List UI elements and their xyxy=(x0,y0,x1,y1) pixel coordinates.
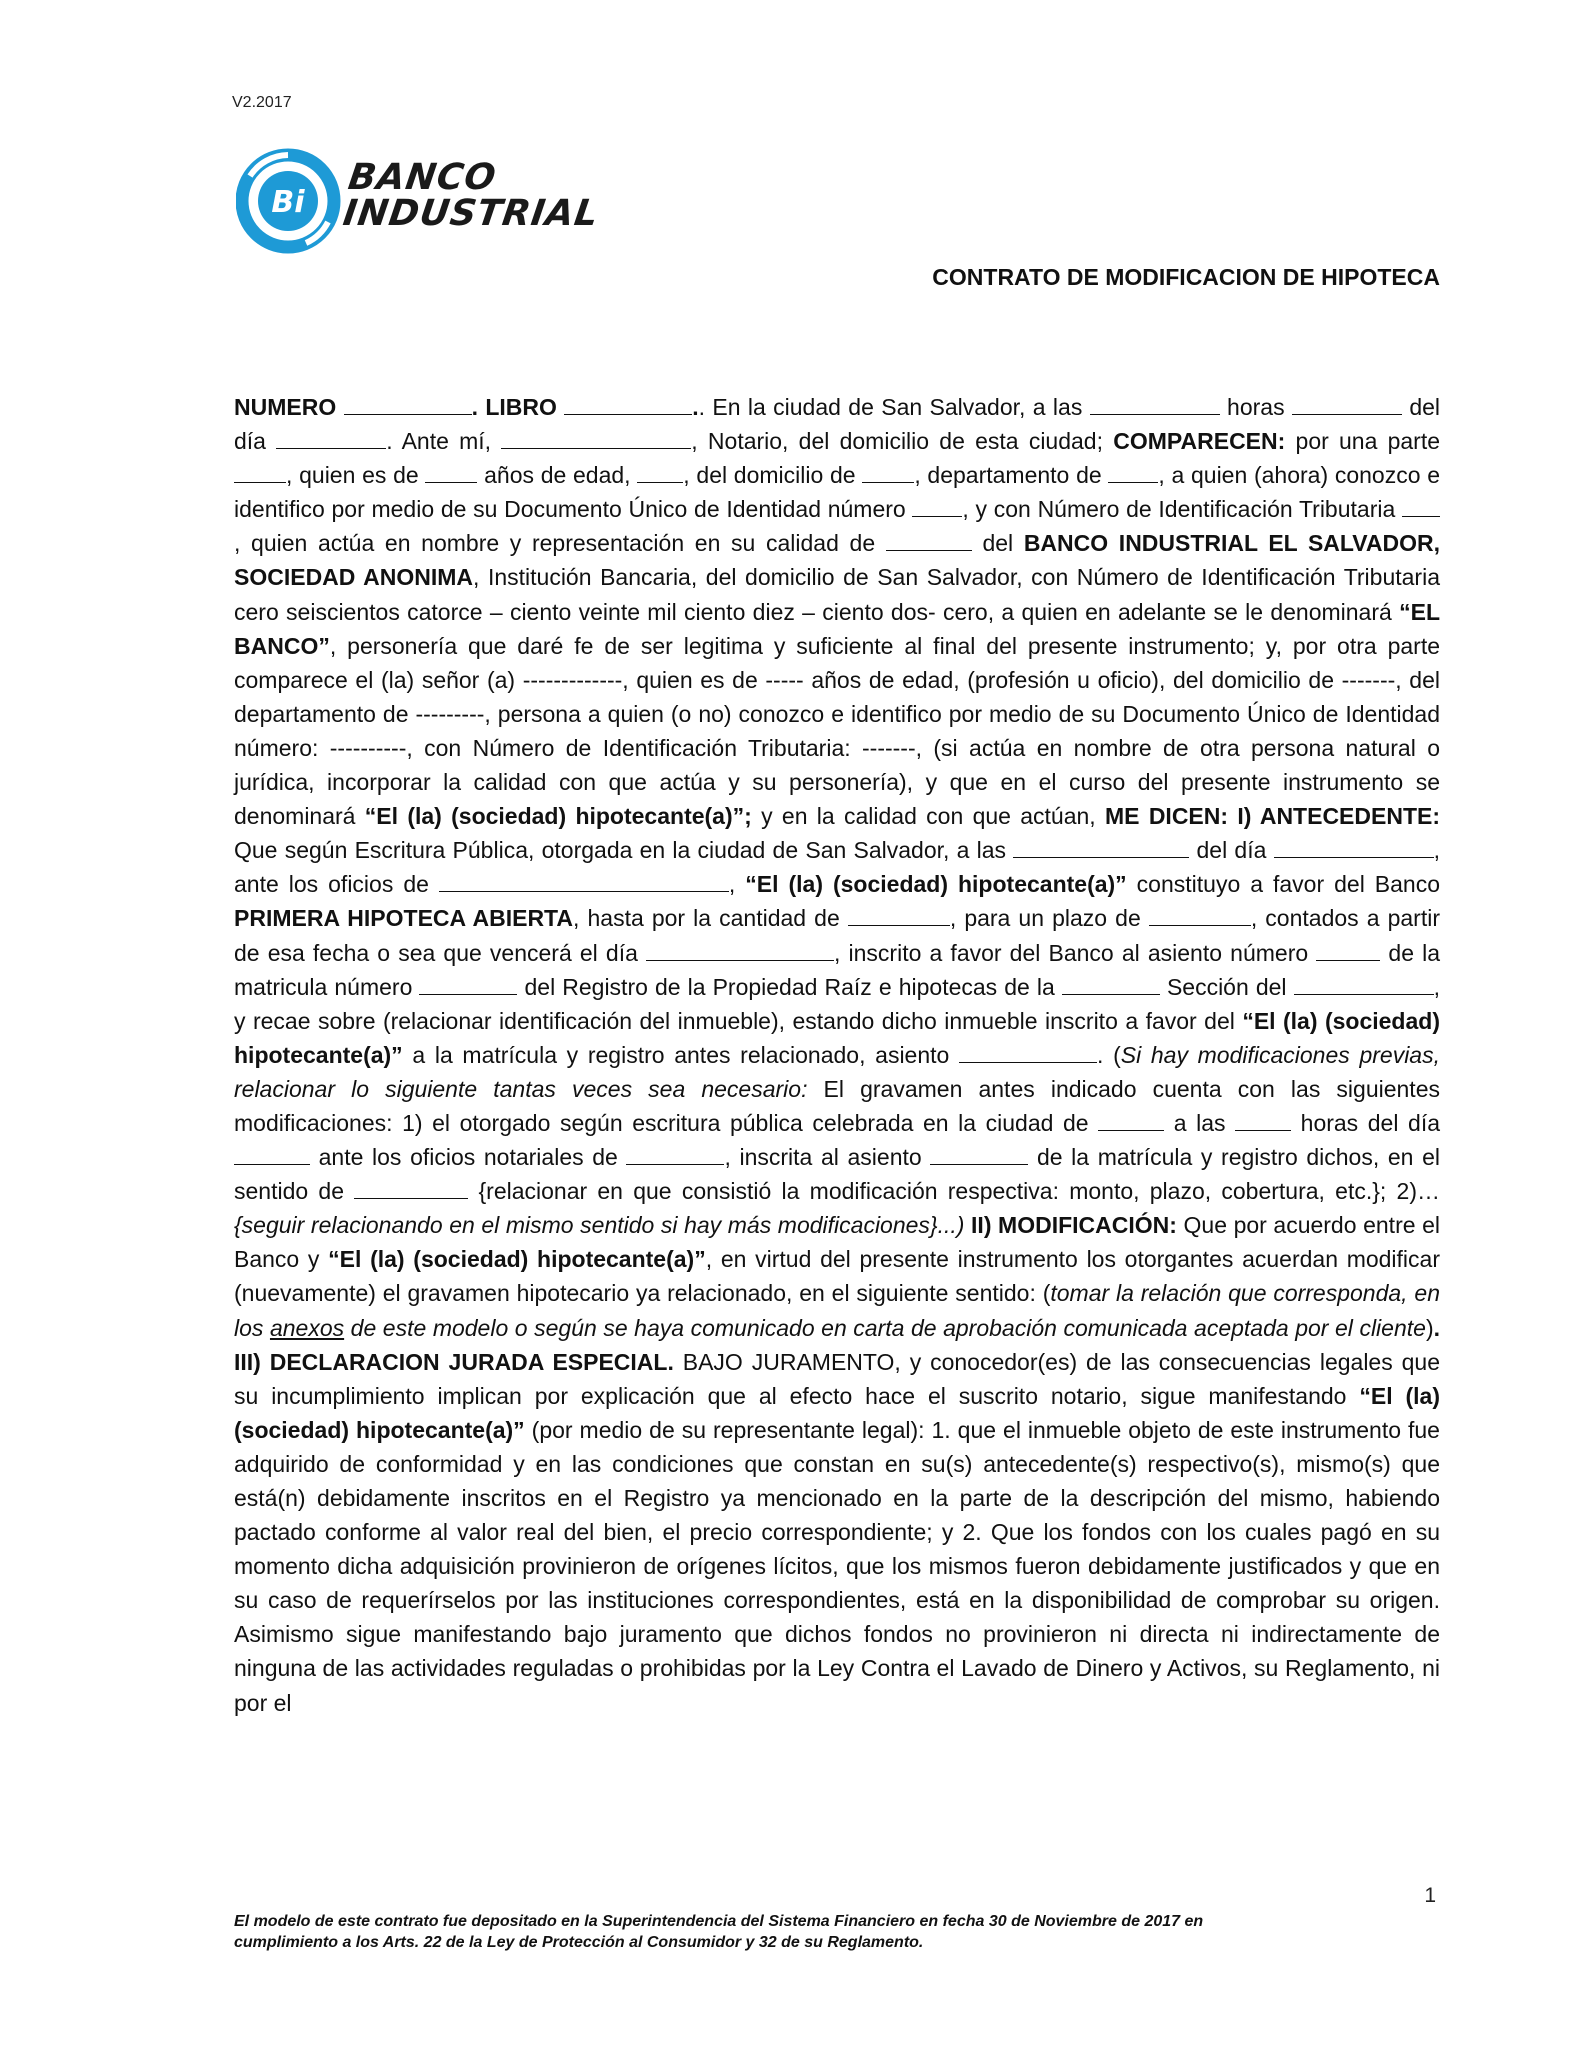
fill-blank[interactable] xyxy=(1013,839,1189,858)
text-segment: BAJO JURAMENTO, y conocedor(es) de las consecuencias legales que su incumplimiento implican por explicación que al efecto hace el suscrito notario, sigue manifestando xyxy=(234,1348,1440,1409)
text-segment: {seguir relacionando en el mismo sentido si hay más modificaciones}...) xyxy=(234,1212,965,1239)
fill-blank[interactable] xyxy=(234,1146,310,1165)
text-segment: , Notario, del domicilio de esta ciudad; xyxy=(691,428,1114,455)
text-segment: horas xyxy=(1227,394,1285,420)
fill-blank[interactable] xyxy=(354,1180,468,1199)
fill-blank[interactable] xyxy=(425,464,477,483)
text-segment: Si hay modificaciones previas, relacionar lo siguiente tantas veces sea necesario: xyxy=(234,1041,1440,1102)
fill-blank[interactable] xyxy=(1274,839,1434,858)
text-segment: ) xyxy=(1425,1314,1434,1341)
footer-line-1: El modelo de este contrato fue depositado en la Superintendencia del Sistema Financiero en fecha 30 de Noviembre de 2017 en xyxy=(234,1913,1204,1930)
fill-blank[interactable] xyxy=(959,1044,1097,1063)
contract-paragraph: NUMERO . LIBRO .. En la ciudad de San Salvador, a las horas del día . Ante mí, , Notario, del domicilio de esta ciudad; COMPARECEN: por una parte , quien es de años de edad, , del domicilio de , departamento de , a quien (ahora) conozco e identifico por medio de su Documento Único de Identidad número , y con Número de Identificación Tributaria , quien actúa en nombre y representación en su calidad de del BANCO INDUSTRIAL EL SALVADOR, SOCIEDAD ANONIMA, Institución Bancaria, del domicilio de San Salvador, con Número de Identificación Tributaria cero seiscientos catorce – ciento veinte mil ciento diez – ciento dos- cero, a quien en adelante se le denominará “EL BANCO”, personería que daré fe de ser legitima y suficiente al final del presente instrumento; y, por otra parte comparece el (la) señor (a) -------------, quien es de ----- años de edad, (profesión u oficio), del domicilio de -------, del departamento de ---------, persona a quien (o no) conozco e identifico por medio de su Documento Único de Identidad número: ----------, con Número de Identificación Tributaria: -------, (si actúa en nombre de otra persona natural o jurídica, incorporar la calidad con que actúa y su personería), y que en el curso del presente instrumento se denominará “El (la) (sociedad) hipotecante(a)”; y en la calidad con que actúan, ME DICEN: I) ANTECEDENTE: Que según Escritura Pública, otorgada en la ciudad de San Salvador, a las del día , ante los oficios de , “El (la) (sociedad) hipotecante(a)” constituyo a favor del Banco PRIMERA HIPOTECA ABIERTA, hasta por la cantidad de , para un plazo de , contados a partir de esa fecha o sea que vencerá el día , inscrito a favor del Banco al asiento número de la matricula número del Registro de la Propiedad Raíz e hipotecas de la Sección del , y recae sobre (relacionar identificación del inmueble), estando dicho inmueble inscrito a favor del “El (la) (sociedad) hipotecante(a)” a la matrícula y registro antes relacionado, asiento . (Si hay modificaciones previas, relacionar lo siguiente tantas veces sea necesario: El gravamen antes indicado cuenta con las siguientes modificaciones: 1) el otorgado según escritura pública celebrada en la ciudad de a las horas del día ante los oficios notariales de , inscrita al asiento de la matrícula y registro dichos, en el sentido de {relacionar en que consistió la modificación respectiva: monto, plazo, cobertura, etc.}; 2)…{seguir relacionando en el mismo sentido si hay más modificaciones}...) II) MODIFICACIÓN: Que por acuerdo entre el Banco y “El (la) (sociedad) hipotecante(a)”, en virtud del presente instrumento los otorgantes acuerdan modificar (nuevamente) el gravamen hipotecario ya relacionado, en el siguiente sentido: (tomar la relación que corresponda, en los anexos de este modelo o según se haya comunicado en carta de aprobación comunicada aceptada por el cliente). III) DECLARACION JURADA ESPECIAL. BAJO JURAMENTO, y conocedor(es) de las consecuencias legales que su incumplimiento implican por explicación que al efecto hace el suscrito notario, sigue manifestando “El (la) (sociedad) hipotecante(a)” (por medio de su representante legal): 1. que el inmueble objeto de este instrumento fue adquirido de conformidad y en las condiciones que constan en su(s) antecedente(s) respectivo(s), mismo(s) que está(n) debidamente inscritos en el Registro ya mencionado en la parte de la descripción del mismo, habiendo pactado conforme al valor real del bien, el precio correspondiente; y 2. Que los fondos con los cuales pagó en su momento dicha adquisición provinieron de orígenes lícitos, que los mismos fueron debidamente justificados y que en su caso de requerírselos por las instituciones correspondientes, está en la disponibilidad de comprobar su origen. Asimismo sigue manifestando bajo juramento que dichos fondos no provinieron ni directa ni indirectamente de ninguna de las actividades reguladas o prohibidas por la Ley Contra el Lavado de Dinero y Activos, su Reglamento, ni por el xyxy=(234,394,1441,1716)
fill-blank[interactable] xyxy=(1149,907,1251,926)
bank-logo xyxy=(236,146,602,258)
text-segment: , contados a partir de esa fecha o sea que vencerá el día xyxy=(234,905,1440,966)
fill-blank[interactable] xyxy=(439,873,729,892)
text-segment: por una parte xyxy=(1285,428,1441,455)
text-segment: , del domicilio de xyxy=(683,462,863,489)
fill-blank[interactable] xyxy=(1090,396,1220,415)
text-segment: del día xyxy=(1189,837,1274,864)
text-segment: tomar la relación que corresponda, en los xyxy=(234,1280,1440,1341)
document-title: CONTRATO DE MODIFICACION DE HIPOTECA xyxy=(932,264,1440,290)
text-segment: ME DICEN: I) ANTECEDENTE: xyxy=(1105,803,1441,830)
text-segment: El gravamen antes indicado cuenta con las siguientes modificaciones: 1) el otorgado según escritura pública celebrada en la ciudad de xyxy=(234,1075,1440,1136)
text-segment: “El (la) (sociedad) hipotecante(a)”; xyxy=(364,803,752,830)
logo-line-1: BANCO xyxy=(345,157,499,198)
text-segment: , a quien (ahora) conozco e identifico por medio de su Documento Único de Identidad número xyxy=(234,462,1441,523)
text-segment: “El (la) (sociedad) hipotecante(a)” xyxy=(234,1007,1440,1068)
fill-blank[interactable] xyxy=(646,942,834,961)
page-number: 1 xyxy=(1424,1884,1436,1907)
text-segment: Que por acuerdo entre el Banco y xyxy=(234,1212,1441,1273)
text-segment: Sección del xyxy=(1159,973,1294,1000)
text-segment: , personería que daré fe de ser legitima y suficiente al final del presente instrumento; y, por otra parte comparece el (la) señor (a) -------------, quien es de ----- años de edad, (profesión u oficio), del domicilio de -------, del departamento de ---------, persona a quien (o no) conozco e identifico por medio de su Documento Único de Identidad número: ----------, con Número de Identificación Tributaria: -------, (si actúa en nombre de otra persona natural o jurídica, incorporar la calidad con que actúa y su personería), y que en el curso del presente instrumento se denominará xyxy=(234,632,1440,830)
fill-blank[interactable] xyxy=(1235,1112,1291,1131)
fill-blank[interactable] xyxy=(501,430,691,449)
text-segment: . LIBRO xyxy=(471,394,557,420)
fill-blank[interactable] xyxy=(564,396,692,415)
text-segment: “EL BANCO” xyxy=(234,598,1440,659)
text-segment: . III) DECLARACION JURADA ESPECIAL. xyxy=(234,1314,1440,1375)
text-segment: , ante los oficios de xyxy=(234,837,1440,898)
text-segment: “El (la) (sociedad) hipotecante(a)” xyxy=(745,871,1127,898)
fill-blank[interactable] xyxy=(637,464,683,483)
text-segment: , para un plazo de xyxy=(949,905,1149,932)
fill-blank[interactable] xyxy=(419,976,517,995)
contract-body xyxy=(234,390,1440,1720)
text-segment: y en la calidad con que actúan, xyxy=(751,803,1106,830)
logo-ring-icon xyxy=(236,146,346,256)
text-segment: II) MODIFICACIÓN: xyxy=(964,1212,1177,1239)
logo-wordmark xyxy=(340,157,606,234)
text-segment: {relacionar en que consistió la modificación respectiva: monto, plazo, cobertura, etc.}; 2)… xyxy=(468,1178,1441,1205)
text-segment: “El (la) (sociedad) hipotecante(a)” xyxy=(328,1246,706,1273)
text-segment: a la matrícula y registro antes relacionado, asiento xyxy=(402,1041,960,1068)
text-segment: de este modelo o según se haya comunicado en carta de aprobación comunicada aceptada por el cliente xyxy=(344,1314,1426,1341)
text-segment: , inscrita al asiento xyxy=(724,1144,931,1171)
text-segment: COMPARECEN: xyxy=(1113,428,1286,455)
fill-blank[interactable] xyxy=(1098,1112,1164,1131)
fill-blank[interactable] xyxy=(1294,976,1434,995)
fill-blank[interactable] xyxy=(862,464,914,483)
text-segment: del xyxy=(971,530,1024,557)
text-segment: ante los oficios notariales de xyxy=(310,1144,627,1171)
text-segment: , quien es de xyxy=(286,462,426,489)
text-segment: de la matricula número xyxy=(234,939,1441,1000)
text-segment: . ( xyxy=(1097,1041,1121,1068)
text-segment: , y con Número de Identificación Tributaria xyxy=(962,496,1402,523)
fill-blank[interactable] xyxy=(886,532,972,551)
fill-blank[interactable] xyxy=(1316,942,1380,961)
fill-blank[interactable] xyxy=(930,1146,1028,1165)
text-segment: a las xyxy=(1164,1109,1236,1136)
text-segment: PRIMERA HIPOTECA ABIERTA xyxy=(234,905,574,932)
text-segment: , departamento de xyxy=(914,462,1109,489)
text-segment: de la matrícula y registro dichos, en el sentido de xyxy=(234,1144,1440,1205)
fill-blank[interactable] xyxy=(848,907,950,926)
text-segment: NUMERO xyxy=(234,394,337,420)
logo-line-2: INDUSTRIAL xyxy=(340,193,602,234)
text-segment: BANCO INDUSTRIAL EL SALVADOR, SOCIEDAD ANONIMA xyxy=(234,530,1440,591)
version-label: V2.2017 xyxy=(232,94,292,111)
logo-mark: Bi xyxy=(271,185,305,220)
text-segment: . Ante mí, xyxy=(386,428,492,455)
text-segment: . En la ciudad de San Salvador, a las xyxy=(698,394,1083,420)
fill-blank[interactable] xyxy=(344,396,472,415)
fill-blank[interactable] xyxy=(276,430,386,449)
text-segment: Que según Escritura Pública, otorgada en la ciudad de San Salvador, a las xyxy=(234,837,1014,864)
text-segment: anexos xyxy=(269,1314,345,1341)
fill-blank[interactable] xyxy=(1108,464,1158,483)
text-segment: , y recae sobre (relacionar identificación del inmueble), estando dicho inmueble inscrito a favor del xyxy=(234,973,1440,1034)
fill-blank[interactable] xyxy=(626,1146,724,1165)
text-segment: horas del día xyxy=(1291,1109,1440,1136)
text-segment: , en virtud del presente instrumento los otorgantes acuerdan modificar (nuevamente) el gravamen hipotecario ya relacionado, en el siguiente sentido: ( xyxy=(234,1246,1440,1307)
text-segment: constituyo a favor del Banco xyxy=(1126,871,1441,898)
text-segment: (por medio de su representante legal): 1. que el inmueble objeto de este instrumento fue adquirido de conformidad y en las condiciones que constan en su(s) antecedente(s) respectivo(s), mismo(s) que está(n) debidamente inscritos en el Registro ya mencionado en la parte de la descripción del mismo, habiendo pactado conforme al valor real del bien, el precio correspondiente; y 2. Que los fondos con los cuales pagó en su momento dicha adquisición provinieron de orígenes lícitos, que los mismos fueron debidamente justificados y que en su caso de requerírselos por las instituciones correspondientes, está en la disponibilidad de comprobar su origen. Asimismo sigue manifestando bajo juramento que dichos fondos no provinieron ni directa ni indirectamente de ninguna de las actividades reguladas o prohibidas por la Ley Contra el Lavado de Dinero y Activos, su Reglamento, ni por el xyxy=(234,1416,1440,1716)
fill-blank[interactable] xyxy=(1402,498,1440,517)
text-segment: “El (la) (sociedad) hipotecante(a)” xyxy=(234,1382,1441,1443)
fill-blank[interactable] xyxy=(1292,396,1402,415)
text-segment: , hasta por la cantidad de xyxy=(573,905,848,932)
text-segment: , inscrito a favor del Banco al asiento número xyxy=(834,939,1317,966)
text-segment: , xyxy=(728,871,746,898)
text-segment: del Registro de la Propiedad Raíz e hipotecas de la xyxy=(517,973,1062,1000)
fill-blank[interactable] xyxy=(1062,976,1160,995)
fill-blank[interactable] xyxy=(912,498,962,517)
footer-note xyxy=(234,1911,1384,1953)
text-segment: , Institución Bancaria, del domicilio de San Salvador, con Número de Identificación Tributaria cero seiscientos catorce – ciento veinte mil ciento diez – ciento dos- cero, a quien en adelante se le denominará xyxy=(234,564,1440,625)
text-segment: del día xyxy=(234,394,1441,455)
text-segment: , quien actúa en nombre y representación en su calidad de xyxy=(234,530,886,557)
footer-line-2: cumplimiento a los Arts. 22 de la Ley de Protección al Consumidor y 32 de su Reglamento. xyxy=(234,1934,924,1951)
fill-blank[interactable] xyxy=(234,464,286,483)
text-segment: años de edad, xyxy=(477,462,638,489)
